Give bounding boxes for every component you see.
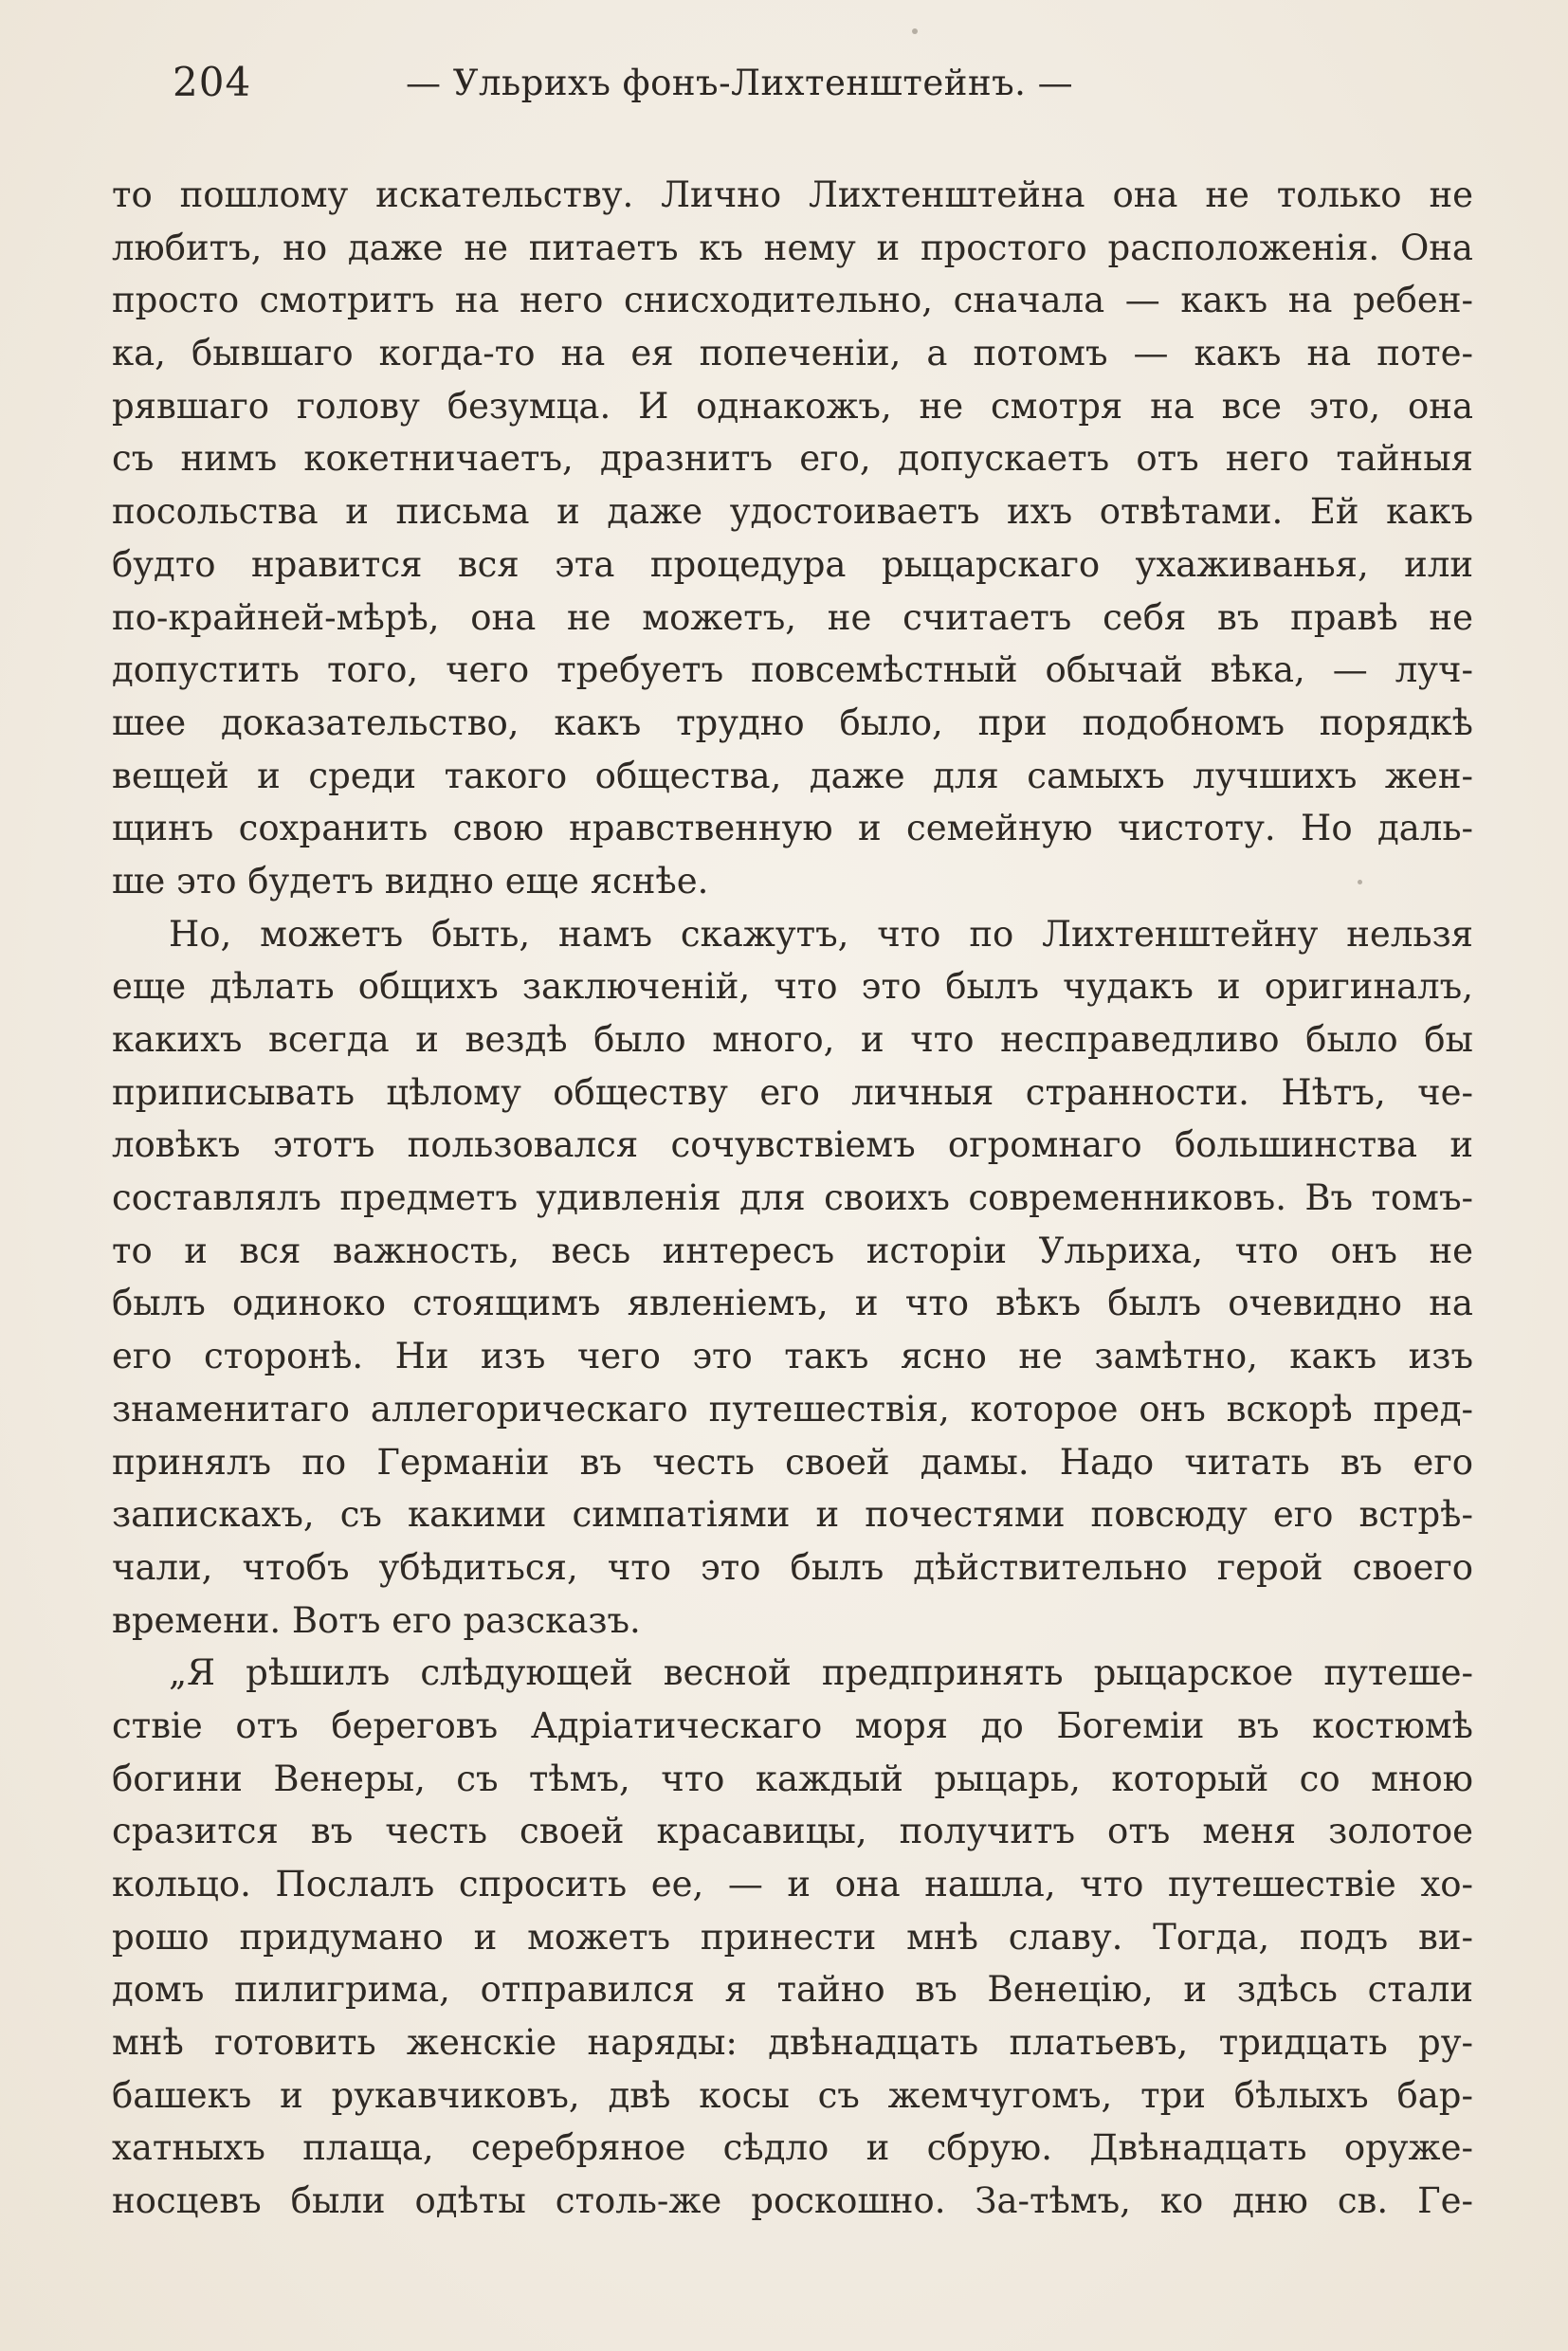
text-line: чали, чтобъ убѣдиться, что это былъ дѣйствительно герой своего	[112, 1546, 1473, 1588]
text-line: носцевъ были одѣты столь-же роскошно. За-тѣмъ, ко дню св. Ге-	[112, 2180, 1473, 2222]
text-line: „Я рѣшилъ слѣдующей весной предпринять рыцарское путеше-	[169, 1652, 1473, 1694]
page-header	[112, 59, 1473, 116]
page-number: 204	[173, 59, 252, 105]
text-line: знаменитаго аллегорическаго путешествія, которое онъ вскорѣ пред-	[112, 1388, 1473, 1430]
text-line: хатныхъ плаща, серебряное сѣдло и сбрую. Двѣнадцать оруже-	[112, 2127, 1473, 2169]
text-line: еще дѣлать общихъ заключеній, что это былъ чудакъ и оригиналъ,	[112, 966, 1473, 1008]
text-line: времени. Вотъ его разсказъ.	[112, 1599, 641, 1641]
text-line: богини Венеры, съ тѣмъ, что каждый рыцарь, который со мною	[112, 1758, 1473, 1799]
text-line: по-крайней-мѣрѣ, она не можетъ, не считаетъ себя въ правѣ не	[112, 596, 1473, 638]
text-line: приписывать цѣлому обществу его личныя странности. Нѣтъ, че-	[112, 1071, 1473, 1113]
text-line: рявшаго голову безумца. И однакожъ, не смотря на все это, она	[112, 385, 1473, 427]
running-title: — Ульрихъ фонъ-Лихтенштейнъ. —	[406, 63, 1074, 103]
text-line: ше это будетъ видно еще яснѣе.	[112, 860, 709, 902]
text-line: щинъ сохранить свою нравственную и семейную чистоту. Но даль-	[112, 808, 1473, 849]
text-line: какихъ всегда и вездѣ было много, и что несправедливо было бы	[112, 1019, 1473, 1060]
text-line: запискахъ, съ какими симпатіями и почестями повсюду его встрѣ-	[112, 1494, 1473, 1536]
text-line: ловѣкъ этотъ пользовался сочувствіемъ огромнаго большинства и	[112, 1124, 1473, 1166]
text-line: кольцо. Послалъ спросить ее, — и она нашла, что путешествіе хо-	[112, 1864, 1473, 1904]
paper-speck	[1358, 880, 1362, 884]
text-line: сразится въ честь своей красавицы, получитъ отъ меня золотое	[112, 1811, 1473, 1852]
text-line: допустить того, чего требуетъ повсемѣстный обычай вѣка, — луч-	[112, 649, 1473, 691]
text-line: башекъ и рукавчиковъ, двѣ косы съ жемчугомъ, три бѣлыхъ бар-	[112, 2074, 1473, 2116]
text-line: то пошлому искательству. Лично Лихтенштейна она не только не	[112, 174, 1473, 215]
text-line: то и вся важность, весь интересъ исторіи Ульриха, что онъ не	[112, 1230, 1473, 1271]
text-line: будто нравится вся эта процедура рыцарскаго ухаживанья, или	[112, 543, 1473, 585]
text-line: рошо придумано и можетъ принести мнѣ славу. Тогда, подъ ви-	[112, 1916, 1473, 1958]
text-line: любитъ, но даже не питаетъ къ нему и простого расположенія. Она	[112, 227, 1473, 268]
body-text	[112, 169, 1473, 2228]
text-line: домъ пилигрима, отправился я тайно въ Венецію, и здѣсь стали	[112, 1969, 1473, 2011]
text-line: составлялъ предметъ удивленія для своихъ современниковъ. Въ томъ-	[112, 1177, 1473, 1219]
text-line: посольства и письма и даже удостоиваетъ ихъ отвѣтами. Ей какъ	[112, 491, 1473, 533]
text-line: Но, можетъ быть, намъ скажутъ, что по Лихтенштейну нельзя	[169, 913, 1473, 955]
text-line: его сторонѣ. Ни изъ чего это такъ ясно не замѣтно, какъ изъ	[112, 1336, 1473, 1377]
text-line: шее доказательство, какъ трудно было, при подобномъ порядкѣ	[112, 702, 1473, 743]
text-line: принялъ по Германіи въ честь своей дамы. Надо читать въ его	[112, 1441, 1473, 1483]
text-line: мнѣ готовить женскіе наряды: двѣнадцать платьевъ, тридцать ру-	[112, 2022, 1473, 2064]
text-line: просто смотритъ на него снисходительно, сначала — какъ на ребен-	[112, 280, 1473, 321]
text-line: ка, бывшаго когда-то на ея попеченіи, а потомъ — какъ на поте-	[112, 333, 1473, 374]
text-line: былъ одиноко стоящимъ явленіемъ, и что вѣкъ былъ очевидно на	[112, 1283, 1473, 1324]
text-line: ствіе отъ береговъ Адріатическаго моря до Богеміи въ костюмѣ	[112, 1704, 1473, 1746]
text-line: вещей и среди такого общества, даже для самыхъ лучшихъ жен-	[112, 755, 1473, 796]
text-line: съ нимъ кокетничаетъ, дразнитъ его, допускаетъ отъ него тайныя	[112, 438, 1473, 480]
paper-speck	[912, 28, 918, 34]
